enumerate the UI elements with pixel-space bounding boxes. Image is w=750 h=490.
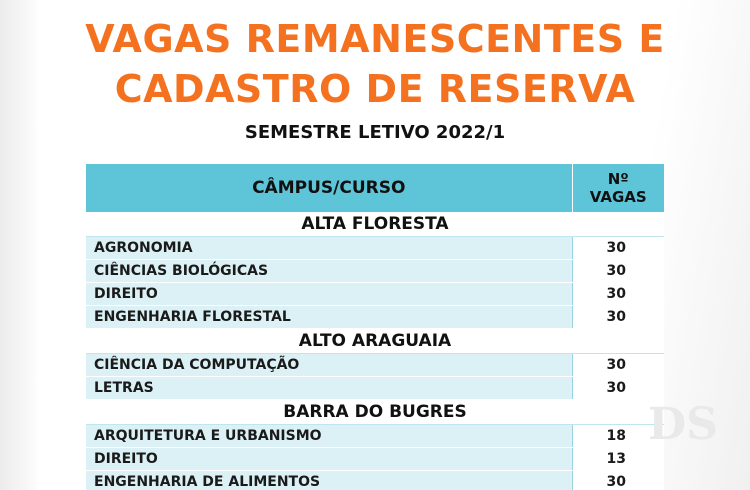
course-vagas: 30 bbox=[572, 237, 664, 260]
table-header bbox=[86, 164, 664, 212]
course-name: CIÊNCIAS BIOLÓGICAS bbox=[86, 260, 572, 283]
table-row bbox=[86, 425, 664, 448]
table-body bbox=[86, 212, 664, 490]
vacancies-table-container bbox=[86, 164, 664, 490]
course-name: CIÊNCIA DA COMPUTAÇÃO bbox=[86, 354, 572, 377]
course-name: DIREITO bbox=[86, 283, 572, 306]
course-name: ARQUITETURA E URBANISMO bbox=[86, 425, 572, 448]
course-name: ENGENHARIA DE ALIMENTOS bbox=[86, 471, 572, 490]
page-subtitle: SEMESTRE LETIVO 2022/1 bbox=[244, 122, 506, 143]
table-row bbox=[86, 448, 664, 471]
campus-name: ALTO ARAGUAIA bbox=[86, 329, 664, 354]
table-row bbox=[86, 237, 664, 260]
course-vagas: 30 bbox=[572, 260, 664, 283]
course-vagas: 13 bbox=[572, 448, 664, 471]
campus-name: BARRA DO BUGRES bbox=[86, 400, 664, 425]
course-vagas: 30 bbox=[572, 283, 664, 306]
table-row bbox=[86, 306, 664, 329]
campus-name: ALTA FLORESTA bbox=[86, 212, 664, 237]
column-header-vagas-line2: VAGAS bbox=[589, 188, 647, 206]
table-header-row bbox=[86, 164, 664, 212]
column-header-course: CÂMPUS/CURSO bbox=[86, 164, 572, 212]
course-vagas: 30 bbox=[572, 306, 664, 329]
page-title-line1: VAGAS REMANESCENTES E bbox=[85, 17, 665, 61]
table-row bbox=[86, 283, 664, 306]
campus-row bbox=[86, 400, 664, 425]
table-row bbox=[86, 471, 664, 490]
table-row bbox=[86, 260, 664, 283]
page-title-line2: CADASTRO DE RESERVA bbox=[114, 67, 636, 111]
column-header-vagas bbox=[572, 164, 664, 212]
course-vagas: 30 bbox=[572, 471, 664, 490]
course-name: LETRAS bbox=[86, 377, 572, 400]
course-name: DIREITO bbox=[86, 448, 572, 471]
table-row bbox=[86, 354, 664, 377]
campus-row bbox=[86, 329, 664, 354]
vacancies-table bbox=[86, 164, 664, 490]
course-name: AGRONOMIA bbox=[86, 237, 572, 260]
watermark-logo: DS bbox=[648, 399, 718, 450]
course-vagas: 18 bbox=[572, 425, 664, 448]
course-vagas: 30 bbox=[572, 377, 664, 400]
course-vagas: 30 bbox=[572, 354, 664, 377]
campus-row bbox=[86, 212, 664, 237]
course-name: ENGENHARIA FLORESTAL bbox=[86, 306, 572, 329]
table-row bbox=[86, 377, 664, 400]
column-header-vagas-line1: Nº bbox=[607, 170, 629, 188]
